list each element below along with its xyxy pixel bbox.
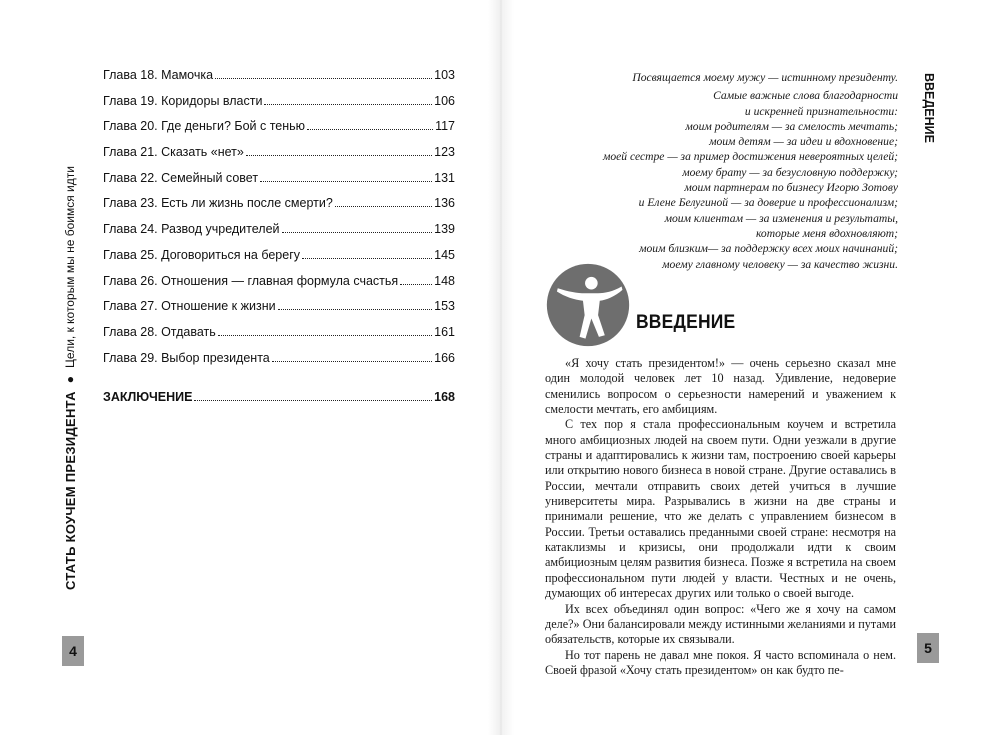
- toc-entry-label: Глава 18. Мамочка: [103, 68, 214, 82]
- toc-entry-label: Глава 21. Сказать «нет»: [103, 145, 244, 160]
- toc-entry: [103, 196, 455, 222]
- toc-leader-dots: [215, 78, 432, 79]
- running-header-right: ВВЕДЕНИЕ: [922, 73, 936, 143]
- dedication-line: моему главному человеку — за качество жизни.: [662, 257, 898, 271]
- toc-conclusion-page: 168: [434, 390, 455, 405]
- body-paragraph: Их всех объединял один вопрос: «Чего же я хочу на самом деле?» Они балансировали между истинными желаниями и путами обязательств, которые их связывали.: [545, 601, 896, 647]
- toc-conclusion-label: ЗАКЛЮЧЕНИЕ: [103, 390, 193, 405]
- toc-leader-dots: [307, 129, 433, 130]
- toc-entry: [103, 248, 455, 274]
- dedication-line: которые меня вдохновляют;: [755, 226, 898, 240]
- dedication-line: моим детям — за идеи и вдохновение;: [709, 135, 898, 149]
- toc-leader-dots: [272, 361, 432, 362]
- chapter-title: ВВЕДЕНИЕ: [636, 312, 736, 333]
- toc-leader-dots: [246, 155, 432, 156]
- dedication-line: моему брату — за безусловную поддержку;: [682, 165, 898, 179]
- running-header-left: [58, 50, 82, 590]
- toc-entry-page: 153: [434, 299, 455, 314]
- toc-entry-label: Глава 29. Выбор президента: [103, 350, 270, 365]
- toc-entry-page: 161: [434, 324, 455, 339]
- series-title: Цели, к которым мы не боимся идти: [63, 166, 77, 368]
- dedication-line: моей сестре — за пример достижения невероятных целей;: [602, 150, 898, 164]
- toc-entry-label: Глава 19. Коридоры власти: [103, 93, 263, 108]
- toc-entry: [103, 68, 455, 94]
- toc-leader-dots: [302, 258, 432, 259]
- dedication: [540, 70, 898, 272]
- dedication-line: Самые важные слова благодарности: [713, 89, 898, 103]
- body-paragraph: Но тот парень не давал мне покоя. Я часто вспоминала о нем. Своей фразой «Хочу стать президентом» он как будто пе-: [545, 647, 896, 677]
- toc-entry-label: Глава 22. Семейный совет: [103, 170, 259, 185]
- toc-entry-page: 117: [435, 119, 455, 134]
- toc-entry-label: Глава 24. Развод учредителей: [103, 222, 280, 237]
- toc-entry-page: 139: [434, 222, 455, 237]
- toc-entry-label: Глава 27. Отношение к жизни: [103, 299, 276, 314]
- toc-entry-label: Глава 25. Договориться на берегу: [103, 247, 301, 262]
- toc-entry-page: 136: [434, 196, 455, 211]
- toc-entry-label: Глава 28. Отдавать: [103, 324, 216, 339]
- toc-leader-dots: [400, 284, 432, 285]
- dedication-line: моим близким— за поддержку всех моих начинаний;: [639, 242, 898, 256]
- toc-entry: [103, 325, 455, 351]
- dedication-line: моим партнерам по бизнесу Игорю Зотову: [684, 181, 898, 195]
- toc-entry-page: 103: [434, 68, 455, 82]
- toc-leader-dots: [260, 181, 432, 182]
- header-bullet: ●: [63, 375, 77, 384]
- dedication-line: моим родителям — за смелость мечтать;: [685, 119, 898, 133]
- vitruvian-man-icon: [546, 263, 630, 347]
- toc-entry-label: Глава 23. Есть ли жизнь после смерти?: [103, 196, 333, 211]
- dedication-first-line: Посвящается моему мужу — истинному президенту.: [632, 71, 898, 84]
- toc-entry-label: Глава 26. Отношения — главная формула счастья: [103, 273, 399, 288]
- toc-entry-page: 166: [434, 350, 455, 365]
- toc-entry: [103, 119, 455, 145]
- dedication-line: и искренней признательности:: [744, 104, 898, 118]
- dedication-line: и Елене Белугиной — за доверие и профессионализм;: [638, 196, 898, 210]
- toc-leader-dots: [264, 104, 432, 105]
- book-spine-shadow: [488, 0, 514, 735]
- dedication-line: моим клиентам — за изменения и результаты,: [664, 211, 898, 225]
- toc-entry: [103, 171, 455, 197]
- toc-leader-dots: [218, 335, 432, 336]
- toc-entry: [103, 351, 455, 377]
- toc-entry: [103, 94, 455, 120]
- body-paragraph: «Я хочу стать президентом!» — очень серьезно сказал мне один молодой человек лет 10 назад. Удивление, недоверие сменились вопросом о серьезности намерений и уважением к смелости мечтать, его амбициям.: [545, 356, 896, 417]
- toc-leader-dots: [335, 206, 432, 207]
- table-of-contents: [103, 68, 455, 416]
- body-text: [545, 356, 896, 678]
- toc-entry-page: 148: [434, 273, 455, 288]
- toc-entry-page: 123: [434, 145, 455, 160]
- toc-entry: [103, 222, 455, 248]
- page-number-right: 5: [917, 633, 939, 663]
- toc-entry-page: 106: [434, 93, 455, 108]
- toc-entry-page: 145: [434, 247, 455, 262]
- toc-entry-label: Глава 20. Где деньги? Бой с тенью: [103, 119, 306, 134]
- toc-entry: [103, 145, 455, 171]
- toc-conclusion: [103, 390, 455, 416]
- toc-entry: [103, 274, 455, 300]
- toc-leader-dots: [282, 232, 433, 233]
- toc-leader-dots: [278, 309, 433, 310]
- toc-leader-dots: [194, 400, 432, 401]
- page-number-left: 4: [62, 636, 84, 666]
- book-title: СТАТЬ КОУЧЕМ ПРЕЗИДЕНТА: [62, 391, 78, 590]
- toc-entry: [103, 299, 455, 325]
- toc-entry-page: 131: [434, 170, 455, 185]
- body-paragraph: С тех пор я стала профессиональным коучем и встретила много амбициозных людей на своем пути. Одни уезжали в другие страны и адаптировались к жизни там, построению своей карьеры или открытию нового бизнеса в новой стране. Другие оставались в России, мечтали отправить своих детей учиться в лучшие университеты мира. Разрывались в жизни на две страны и принимали решение, что же делать с управлением бизнесом в России. Третьи оставались преданными своей стране: несмотря на катаклизмы и кризисы, они продолжали идти к своим амбициозным целям развития бизнеса. Позже я встретила на своем профессиональном пути людей у власти. Честных и не очень, думающих об интересах других или только о своей выгоде.: [545, 417, 896, 601]
